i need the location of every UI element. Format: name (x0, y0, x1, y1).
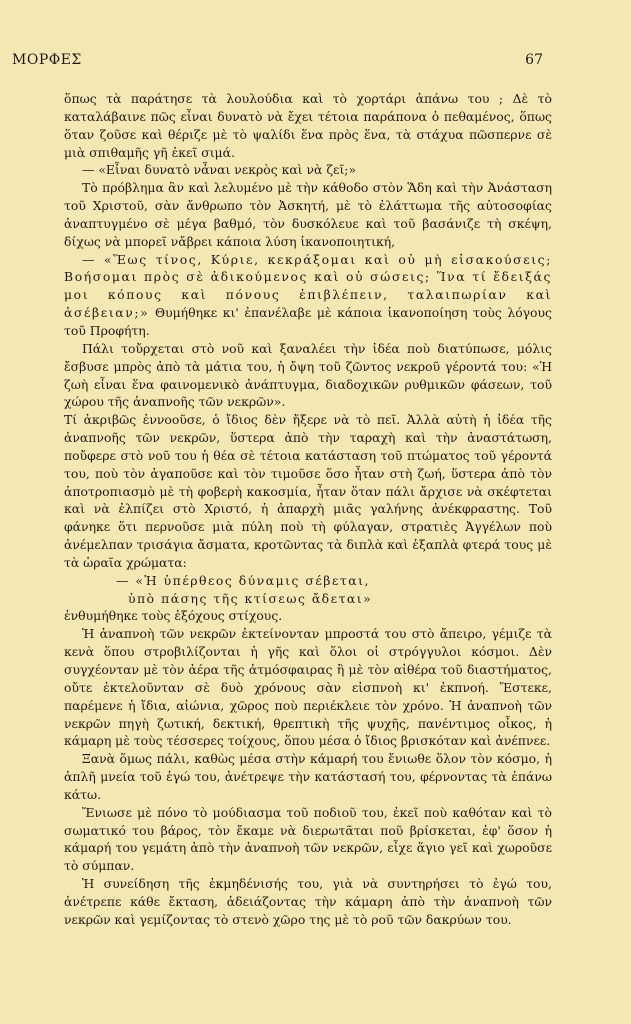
prophet-quote-paragraph (64, 251, 552, 340)
paragraph: Τί ἀκριβῶς ἐννοοῦσε, ὁ ἴδιος δὲν ἤξερε νὰ τὸ πεῖ. Ἀλλὰ αὐτὴ ἡ ἰδέα τῆς ἀναπνοῆς τῶν νεκρῶν, ὕστερα ἀπὸ τὴν ταραχὴ καὶ τὴν ἀναστάτωση, ποὔφερε στὸ νοῦ του ἡ θέα σὲ τέτοια κατάσταση τοῦ πτώματος τοῦ γέροντά του, ποὺ τὸν ἀγαποῦσε καὶ τὸν τιμοῦσε ὅσο ἦταν στὴ ζωή, ὕστερα ἀπὸ τὸν ἀποτροπιασμὸ μὲ τὴ φοβερὴ κακοσμία, ἦταν ὅταν πάλι ἄρχισε νὰ σκέφτεται καὶ νὰ ἐλπίζει στὸ Χριστό, ἡ ἀπαρχὴ μιᾶς γαλήνης ἀνέκφραστης. Τοῦ φάνηκε ὅτι περνοῦσε μιὰ πύλη ποὺ τὴ φύλαγαν, στρατιὲς Ἀγγέλων ποὺ ἀνέμελπαν τρισάγια ἄσματα, κροτῶντας τὰ διπλὰ καὶ ἑξαπλὰ φτερά τους μὲ τὰ ὡραῖα χρώματα: (64, 412, 552, 570)
running-header-title: ΜΟΡΦΕΣ (12, 52, 82, 68)
paragraph: Τὸ πρόβλημα ἂν καὶ λελυμένο μὲ τὴν κάθοδο στὸν Ἅδη καὶ τὴν Ἀνάσταση τοῦ Χριστοῦ, σὰν ἄνθρωπο τὸν Ἀσκητή, μὲ τὸ ἐλάττωμα τῆς αὐτοσοφίας ἀναπτυγμένο σὲ μέγα βαθμό, τὸν δυσκόλευε καὶ τοῦ βασάνιζε τὴ σκέψη, δίχως νὰ μπορεῖ νἄβρει κάποια λύση ἱκανοποιητική, (64, 180, 552, 249)
paragraph: ὅπως τὰ παράτησε τὰ λουλούδια καὶ τὸ χορτάρι ἀπάνω του ; Δὲ τὸ καταλάβαινε πῶς εἶναι δυνατὸ νὰ ἔχει τέτοια παράπονα ὁ πεθαμένος, ὅπως ὅταν ζοῦσε καὶ θέριζε μὲ τὸ ψαλίδι ἕνα πρὸς ἕνα, τὰ στάχυα πῶσπερνε σὲ μιὰ σπιθαμῆς γῆ ἐκεῖ σιμά. (64, 91, 552, 160)
paragraph: Πάλι τοὔρχεται στὸ νοῦ καὶ ξαναλέει τὴν ἰδέα ποὺ διατύπωσε, μόλις ἔσβυσε μπρὸς ἀπὸ τὰ μάτια του, ἡ ὄψη τοῦ ζῶντος νεκροῦ γέροντά του: «Ἡ ζωὴ εἶναι ἕνα φαινομενικὸ ἀνάπτυγμα, διαδοχικῶν ρυθμικῶν φάσεων, τοῦ χώρου τῆς ἀναπνοῆς τῶν νεκρῶν». (64, 340, 552, 410)
hymn-verse-line: — «Ἡ ὑπέρθεος δύναμις σέβεται, (116, 572, 370, 588)
quote-followup: Θυμήθηκε κι' ἐπανέλαβε μὲ κάποια ἱκανοποίηση τοὺς λόγους τοῦ Προφήτη. (64, 305, 552, 338)
paragraph: Ἡ συνείδηση τῆς ἐκμηδένισής του, γιὰ νὰ συντηρήσει τὸ ἐγώ του, ἀνέτρεπε κάθε ἔκταση, ἀδειάζοντας τὴν κάμαρη ἀπὸ τὴν ἀναπνοὴ τῶν νεκρῶν καὶ γεμίζοντας τὸ στενὸ χῶρο της μὲ τὸ ροῦ τῶν δακρύων του. (64, 876, 552, 927)
paragraph: Ξανὰ ὅμως πάλι, καθὼς μέσα στὴν κάμαρή του ἔνιωθε ὅλον τὸν κόσμο, ἡ ἁπλῆ μνεία τοῦ ἐγώ του, ἀνέτρεψε τὴν κατάστασή του, φέρνοντας τὰ ἐπάνω κάτω. (64, 751, 552, 802)
paragraph: ἐνθυμήθηκε τοὺς ἐξόχους στίχους. (64, 608, 283, 624)
page-number: 67 (525, 52, 543, 68)
paragraph: Ἡ ἀναπνοὴ τῶν νεκρῶν ἐκτείνονταν μπροστά του στὸ ἄπειρο, γέμιζε τὰ κενὰ ὅπου στροβιλίζονται ἡ γῆς καὶ ὅλοι οἱ στρόγγυλοι κόσμοι. Δὲν συγχέονταν μὲ τὸν ἀέρα τῆς ἀτμόσφαιρας ἢ μὲ τὸν αἰθέρα τοῦ διαστήματος, οὔτε ἐκτελοῦνταν σὲ δυὸ χρόνους σὰν εἰσπνοὴ κι' ἐκπνοή. Ἔστεκε, παρέμενε ἡ ἴδια, αἰώνια, χῶρος ποὺ περιέκλειε τὸν χρόνο. Ἡ ἀναπνοὴ τῶν νεκρῶν πηγὴ ζωτική, δεκτική, θρεπτικὴ τῆς ψυχῆς, πανέντιμος οἶκος, ἡ κάμαρη μὲ τοὺς τέσσερες τοίχους, ὅπου μέσα ὁ ἴδιος βρισκόταν καὶ ἀνέπνεε. (64, 626, 552, 749)
paragraph: Ἔνιωσε μὲ πόνο τὸ μούδιασμα τοῦ ποδιοῦ του, ἐκεῖ ποὺ καθόταν καὶ τὸ σωματικό του βάρος, τὸν ἔκαμε νὰ διερωτᾶται ποῦ βρίσκεται, ἐφ' ὅσον ἡ κάμαρή του γεμάτη ἀπὸ τὴν ἀναπνοὴ τῶν νεκρῶν, εἶχε ἅγιο γεῖ καὶ χωροῦσε τὸ σύμπαν. (64, 804, 552, 874)
page-body (64, 90, 552, 929)
dialogue-line: — «Εἶναι δυνατὸ νἆναι νεκρὸς καὶ νὰ ζεῖ;» (82, 162, 357, 178)
prophet-quote: — «Ἕως τίνος, Κύριε, κεκράξομαι καὶ οὐ μὴ εἰσακούσεις; Βοήσομαι πρὸς σὲ ἀδικούμενος καὶ οὐ σώσεις; Ἵνα τί ἔδειξάς μοι κόπους καὶ πόνους ἐπιβλέπειν, ταλαιπωρίαν καὶ ἀσέβειαν;» (64, 251, 552, 321)
hymn-verse-line: ὑπὸ πάσης τῆς κτίσεως ἄδεται» (128, 590, 373, 606)
